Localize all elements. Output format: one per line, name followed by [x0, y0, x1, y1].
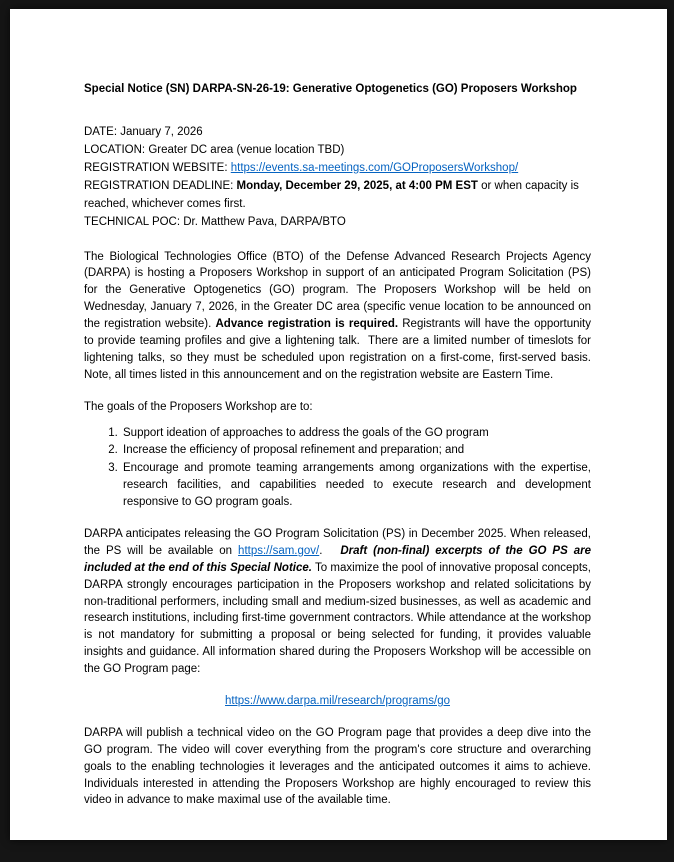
ps-text-2: . [319, 544, 341, 557]
advance-registration-bold: Advance registration is required. [215, 318, 399, 331]
draft-excerpts-note: Draft (non-final) excerpts of the GO PS are included at the end of this Special Notice. [84, 544, 591, 574]
goals-list [84, 425, 591, 511]
registration-website-label: REGISTRATION WEBSITE: [84, 161, 231, 174]
registration-deadline-rest: or when capacity is reached, whichever comes first. [84, 179, 579, 210]
meta-date-line: DATE: January 7, 2026 [84, 125, 203, 138]
meta-registration-website-line [84, 160, 591, 178]
ps-paragraph [84, 526, 591, 678]
meta-block [84, 124, 591, 232]
video-paragraph: DARPA will publish a technical video on the GO Program page that provides a deep dive into the GO program. The video will cover everything from the program's core structure and overarching goals to the enabling technologies it leverages and the anticipated outcomes it aims to achieve. Individuals interested in attending the Proposers Workshop are highly encouraged to review this video in advance to make maximal use of the available time. [84, 726, 591, 807]
program-page-link-line [84, 693, 591, 710]
sam-gov-link[interactable]: https://sam.gov/ [238, 544, 320, 557]
ps-text-3: To maximize the pool of innovative proposal concepts, DARPA strongly encourages participation in the Proposers workshop and related solicitations by non-traditional performers, including small and medium-sized businesses, as well as academic and research institutions, including first-time government contractors. While attendance at the workshop is not mandatory for submitting a proposal or being selected for funding, it provides valuable insights and guidance. All information shared during the Proposers Workshop will be accessible on the GO Program page: [84, 561, 591, 676]
goal-item-1: 1. Support ideation of approaches to address the goals of the GO program [121, 425, 591, 442]
registration-deadline-label: REGISTRATION DEADLINE: [84, 179, 237, 192]
intro-text-2: Registrants will have the opportunity to provide teaming profiles and give a lightening talk. There are a limited number of timeslots for lightening talks, so they must be scheduled upon registration on a first-come, first-served basis. Note, all times listed in this announcement and on the registration website are Eastern Time. [84, 318, 591, 381]
meta-technical-poc-line: TECHNICAL POC: Dr. Matthew Pava, DARPA/BTO [84, 215, 346, 228]
ps-text-1: DARPA anticipates releasing the GO Program Solicitation (PS) in December 2025. When released, the PS will be available on [84, 527, 591, 557]
goals-intro: The goals of the Proposers Workshop are to: [84, 400, 313, 413]
doc-title: Special Notice (SN) DARPA-SN-26-19: Generative Optogenetics (GO) Proposers Workshop [84, 83, 577, 95]
meta-location-line: LOCATION: Greater DC area (venue location TBD) [84, 143, 345, 156]
document-page [10, 9, 667, 840]
meta-registration-deadline-line [84, 178, 591, 214]
registration-website-link[interactable]: https://events.sa-meetings.com/GOProposersWorkshop/ [230, 161, 519, 174]
program-page-link[interactable]: https://www.darpa.mil/research/programs/go [225, 695, 450, 707]
intro-paragraph [84, 249, 591, 384]
goal-item-2: 2. Increase the efficiency of proposal refinement and preparation; and [121, 442, 591, 459]
goal-item-3: 3. Encourage and promote teaming arrangements among organizations with the expertise, research facilities, and capabilities needed to execute research and development responsive to GO program goals. [121, 460, 591, 511]
registration-deadline-value: Monday, December 29, 2025, at 4:00 PM EST [236, 179, 478, 192]
intro-text-1: The Biological Technologies Office (BTO) of the Defense Advanced Research Projects Agency (DARPA) is hosting a Proposers Workshop in support of an anticipated Program Solicitation (PS) for the Generative Optogenetics (GO) program. The Proposers Workshop will be held on Wednesday, January 7, 2026, in the Greater DC area (specific venue location to be announced on the registration website). [84, 250, 591, 331]
document-content [84, 81, 591, 809]
